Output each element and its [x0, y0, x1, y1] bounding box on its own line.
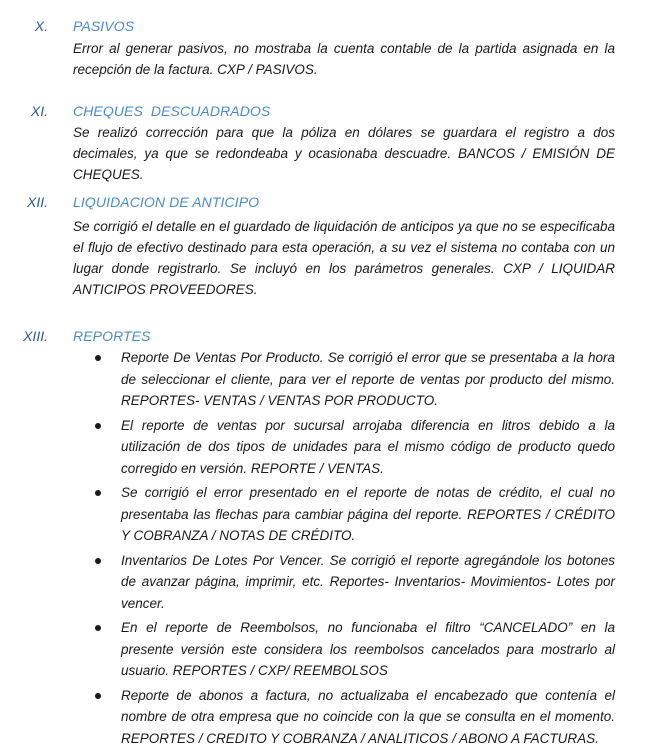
- section-title: REPORTES: [73, 328, 151, 344]
- section-body: Error al generar pasivos, no mostraba la cuenta contable de la partida asignada en la recepción de la factura. CXP / PASIVOS.: [73, 41, 615, 77]
- list-item: [95, 415, 615, 480]
- section-body: Se realizó corrección para que la póliza en dólares se guardara el registro a dos decimales, ya que se redondeaba y ocasionaba descuadre. BANCOS / EMISIÓN DE CHEQUES.: [73, 125, 615, 182]
- section-number: XIII.: [23, 328, 48, 344]
- section-title: LIQUIDACION DE ANTICIPO: [73, 194, 260, 210]
- bullet-text: El reporte de ventas por sucursal arrojaba diferencia en litros debido a la utilización de dos tipos de unidades para el mismo código de producto quedo corregido en versión. REPORTE / VENTAS.: [121, 417, 615, 476]
- bullet-text: Reporte De Ventas Por Producto. Se corrigió el error que se presentaba a la hora de seleccionar el cliente, para ver el reporte de ventas por producto del mismo. REPORTES- VENTAS / VENTAS POR PRODUCTO.: [121, 350, 615, 408]
- bullet-text: Se corrigió el error presentado en el reporte de notas de crédito, el cual no presentaba las flechas para cambiar página del reporte. REPORTES / CRÉDITO Y COBRANZA / NOTAS DE CRÉDITO.: [121, 485, 615, 543]
- list-item: [95, 482, 615, 547]
- bullet-icon: [95, 625, 101, 631]
- bullet-text: En el reporte de Reembolsos, no funcionaba el filtro “CANCELADO” en la presente versión este considera los reembolsos cancelados para mostrarlo al usuario. REPORTES / CXP/ REEMBOLSOS: [121, 620, 615, 678]
- bullet-text: Reporte de abonos a factura, no actualizaba el encabezado que contenía el nombre de otra empresa que no coincide con la que se consulta en el momento. REPORTES / CREDITO Y COBRANZA / ANALITICOS / ABONO A FACTURAS.: [121, 687, 615, 746]
- list-item: [95, 550, 615, 615]
- section-body: Se corrigió el detalle en el guardado de liquidación de anticipos ya que no se especificaba el flujo de efectivo destinado para esta operación, a su vez el sistema no contaba con un lugar donde registrarlo. Se incluyó en los parámetros generales. CXP / LIQUIDAR ANTICIPOS PROVEEDORES.: [73, 219, 615, 297]
- section-title: CHEQUES DESCUADRADOS: [73, 103, 271, 119]
- bullet-icon: [95, 558, 101, 564]
- list-item: [95, 347, 615, 412]
- bullet-icon: [95, 355, 101, 361]
- section-number: XI.: [30, 103, 48, 119]
- bullet-icon: [95, 423, 101, 429]
- list-item: [95, 617, 615, 682]
- list-item: [95, 685, 615, 750]
- bullet-text: Inventarios De Lotes Por Vencer. Se corrigió el reporte agregándole los botones de avanzar página, imprimir, etc. Reportes- Inventarios- Movimientos- Lotes por vencer.: [121, 552, 615, 611]
- section-number: XII.: [26, 194, 48, 210]
- bullet-icon: [95, 490, 101, 496]
- bullet-icon: [95, 693, 101, 699]
- section-title: PASIVOS: [73, 18, 135, 34]
- section-number: X.: [34, 18, 48, 34]
- report-bullet-list: [95, 347, 615, 752]
